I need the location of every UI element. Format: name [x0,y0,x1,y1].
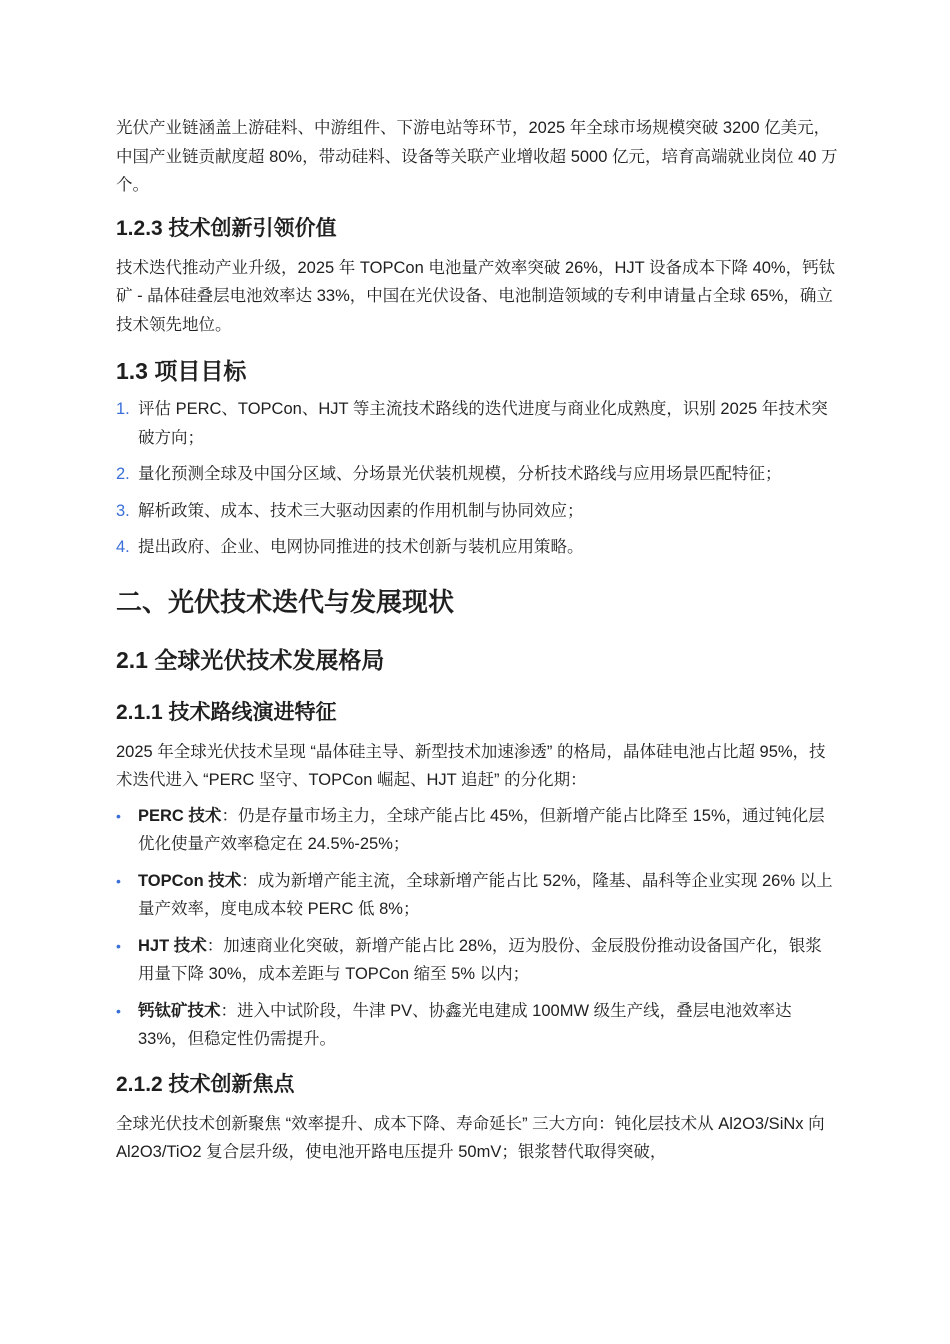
heading-2-1: 2.1 全球光伏技术发展格局 [116,646,385,673]
list-number: 3. [116,501,130,520]
bullet: • [116,807,121,824]
heading-1-3: 1.3 项目目标 [116,358,247,384]
tech-list [116,802,838,1054]
list-text: 评估 PERC、TOPCon、HJT 等主流技术路线的迭代进度与商业化成熟度，识别 2025 年技术突破方向； [138,400,828,447]
bullet: • [116,872,121,889]
list-term: PERC 技术 [138,806,222,825]
paragraph-2-1-1: 2025 年全球光伏技术呈现 “晶体硅主导、新型技术加速渗透” 的格局，晶体硅电池占比超 95%，技术迭代进入 “PERC 坚守、TOPCon 崛起、HJT 追赶” 的分化期： [116,742,826,789]
heading-chapter-2: 二、光伏技术迭代与发展现状 [116,586,455,617]
list-item [116,395,838,452]
list-text: 量化预测全球及中国分区域、分场景光伏装机规模，分析技术路线与应用场景匹配特征； [138,465,782,483]
list-text: ：仍是存量市场主力，全球产能占比 45%，但新增产能占比降至 15%，通过钝化层优化使量产效率稳定在 24.5%-25%； [138,806,825,853]
list-item [116,867,838,924]
heading-1-2-3: 1.2.3 技术创新引领价值 [116,216,337,240]
list-item [116,932,838,989]
list-item [116,533,838,562]
document-body [116,114,838,1167]
list-item [116,802,838,859]
intro-paragraph: 光伏产业链涵盖上游硅料、中游组件、下游电站等环节，2025 年全球市场规模突破 3200 亿美元，中国产业链贡献度超 80%，带动硅料、设备等关联产业增收超 5000 亿元，培育高端就业岗位 40 万个。 [116,119,838,194]
bullet: • [116,1002,121,1019]
list-item [116,497,838,526]
list-item [116,997,838,1054]
list-term: HJT 技术 [138,936,207,955]
list-text: ：成为新增产能主流，全球新增产能占比 52%，隆基、晶科等企业实现 26% 以上量产效率，度电成本较 PERC 低 8%； [138,871,833,918]
paragraph-2-1-2: 全球光伏技术创新聚焦 “效率提升、成本下降、寿命延长” 三大方向：钝化层技术从 Al2O3/SiNx 向 Al2O3/TiO2 复合层升级，使电池开路电压提升 50mV；银浆替代取得突破， [116,1114,825,1161]
bullet: • [116,937,121,954]
paragraph-1-2-3: 技术迭代推动产业升级，2025 年 TOPCon 电池量产效率突破 26%，HJT 设备成本下降 40%，钙钛矿 - 晶体硅叠层电池效率达 33%，中国在光伏设备、电池制造领域的专利申请量占全球 65%，确立技术领先地位。 [116,258,836,334]
heading-2-1-2: 2.1.2 技术创新焦点 [116,1072,295,1096]
goals-list [116,395,838,562]
list-number: 1. [116,400,130,418]
list-number: 4. [116,538,130,556]
list-number: 2. [116,465,130,483]
list-term: TOPCon 技术 [138,871,242,890]
list-text: ：进入中试阶段，牛津 PV、协鑫光电建成 100MW 级生产线，叠层电池效率达 33%，但稳定性仍需提升。 [138,1001,792,1048]
list-text: 提出政府、企业、电网协同推进的技术创新与装机应用策略。 [138,538,584,556]
list-term: 钙钛矿技术 [138,1001,221,1020]
list-text: 解析政策、成本、技术三大驱动因素的作用机制与协同效应； [138,501,584,520]
heading-2-1-1: 2.1.1 技术路线演进特征 [116,700,337,724]
list-text: ：加速商业化突破，新增产能占比 28%，迈为股份、金辰股份推动设备国产化，银浆用量下降 30%，成本差距与 TOPCon 缩至 5% 以内； [138,936,822,983]
list-item [116,460,838,489]
